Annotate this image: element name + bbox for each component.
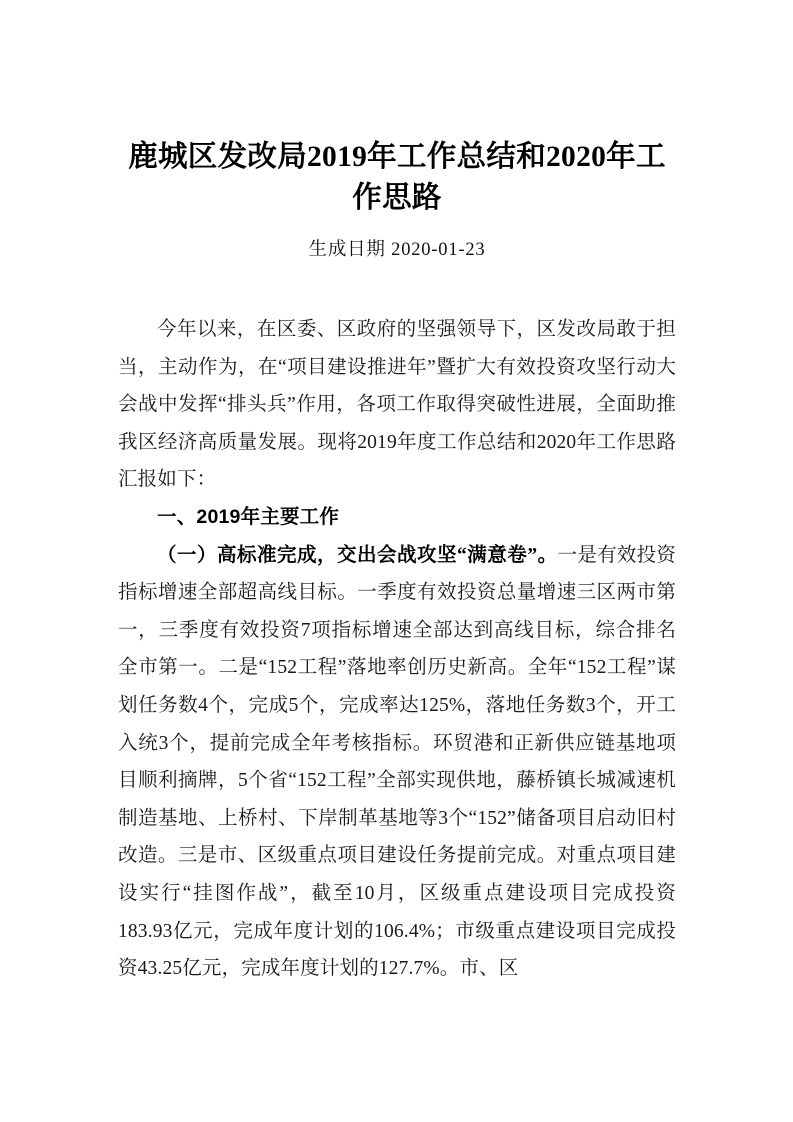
subsection-paragraph xyxy=(118,537,676,988)
section-heading-1: 一、2019年主要工作 xyxy=(157,505,340,528)
document-body xyxy=(118,263,676,988)
intro-paragraph: 今年以来，在区委、区政府的坚强领导下，区发改局敢于担当，主动作为，在“项目建设推进年”暨扩大有效投资攻坚行动大会战中发挥“排头兵”作用，各项工作取得突破性进展，全面助推我区经济高质量发展。现将2019年度工作总结和2020年工作思路汇报如下： xyxy=(118,319,676,491)
document-generation-date: 生成日期 2020-01-23 xyxy=(308,240,486,260)
page-title: 鹿城区发改局2019年工作总结和2020年工作思路 xyxy=(128,141,666,214)
subsection-body-text: 一是有效投资指标增速全部超高线目标。一季度有效投资总量增速三区两市第一，三季度有效投资7项指标增速全部达到高线目标，综合排名全市第一。二是“152工程”落地率创历史新高。全年“152工程”谋划任务数4个，完成5个，完成率达125%，落地任务数3个，开工入统3个，提前完成全年考核指标。环贸港和正新供应链基地项目顺利摘牌，5个省“152工程”全部实现供地，藤桥镇长城减速机制造基地、上桥村、下岸制革基地等3个“152”储备项目启动旧村改造。三是市、区级重点项目建设任务提前完成。对重点项目建设实行“挂图作战”，截至10月，区级重点建设项目完成投资183.93亿元，完成年度计划的106.4%；市级重点建设项目完成投资43.25亿元，完成年度计划的127.7%。市、区 xyxy=(118,544,676,980)
subsection-heading: （一）高标准完成，交出会战攻坚“满意卷”。 xyxy=(157,544,558,566)
document-content xyxy=(118,0,676,988)
